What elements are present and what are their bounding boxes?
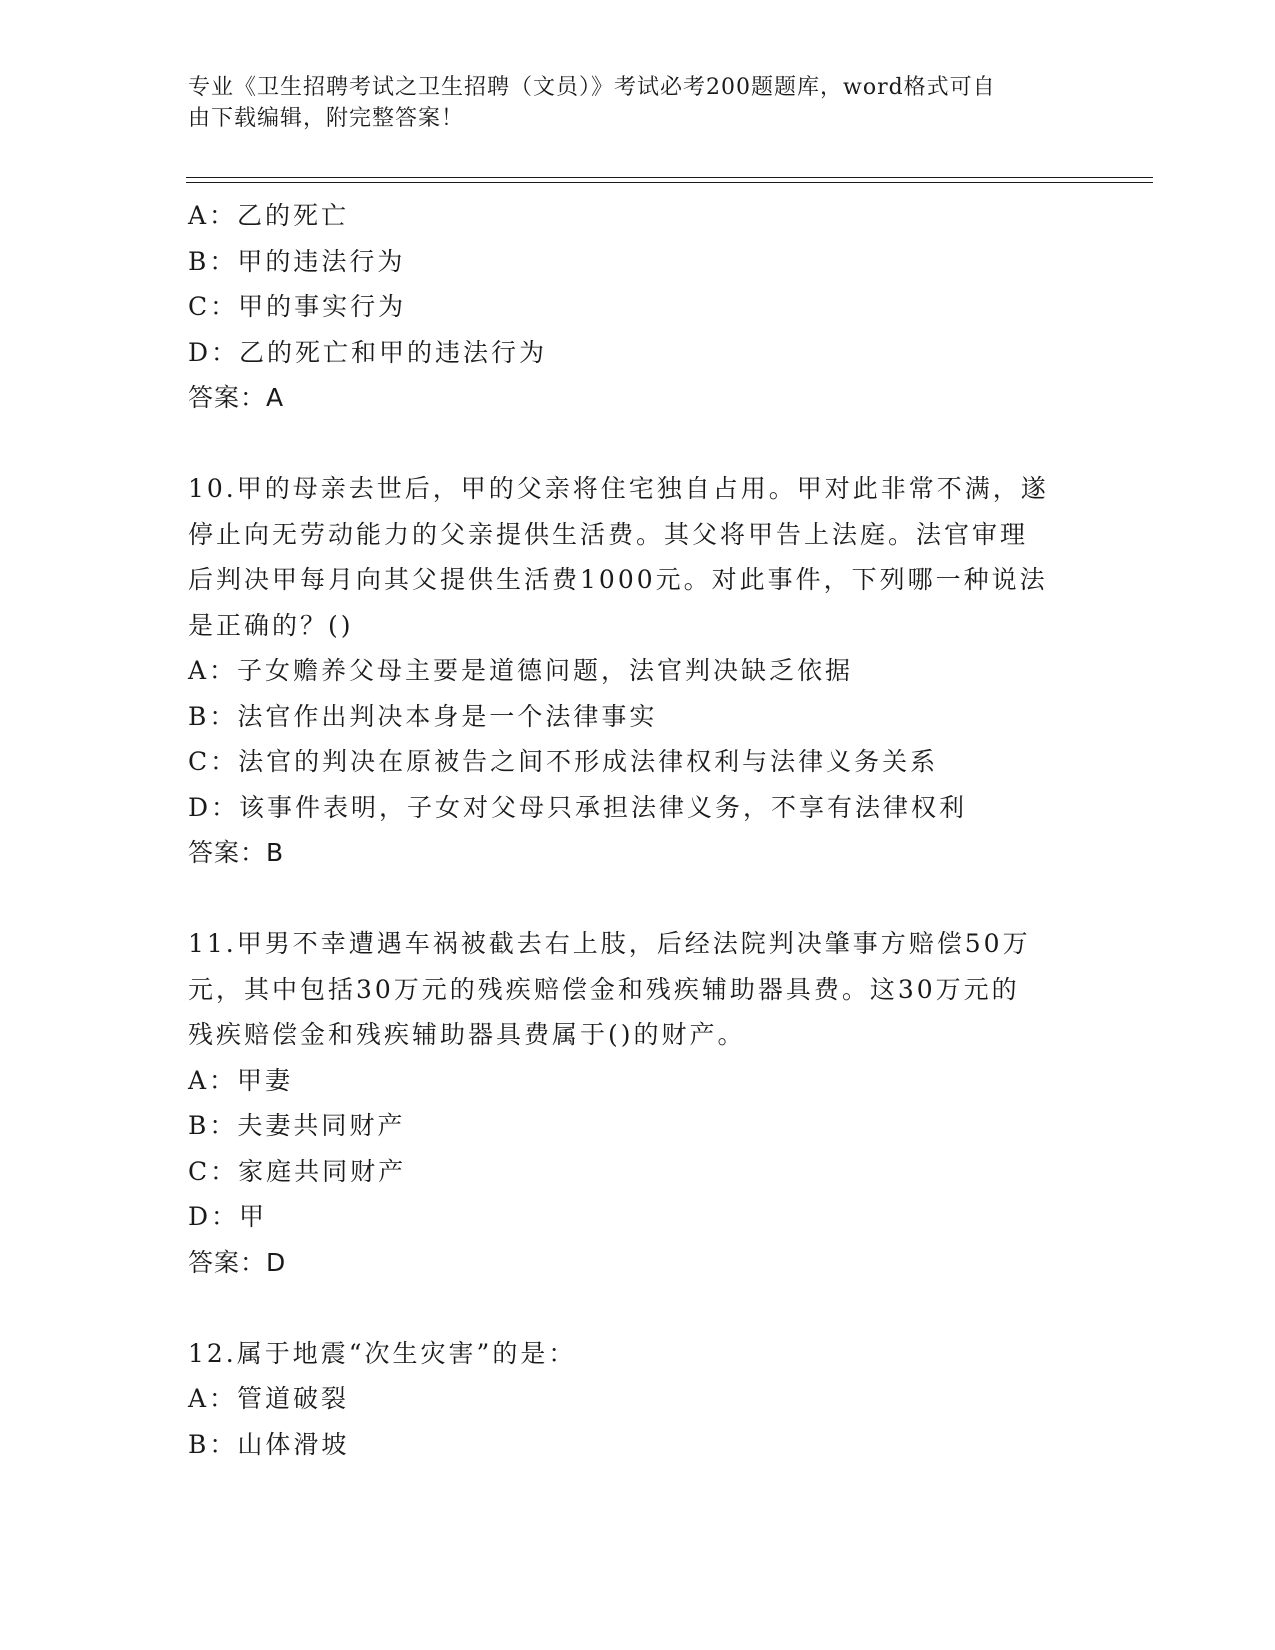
question-text-line: 停止向无劳动能力的父亲提供生活费。其父将甲告上法庭。法官审理 [188, 519, 1029, 549]
question-text-line: 残疾赔偿金和残疾辅助器具费属于()的财产。 [188, 1020, 746, 1049]
question-12 [188, 1331, 1088, 1468]
question-9 [188, 193, 1088, 421]
question-11 [188, 921, 1088, 1285]
question-text [188, 466, 1068, 648]
spacer [188, 876, 1088, 922]
question-text-line: 后判决甲每月向其父提供生活费1000元。对此事件，下列哪一种说法 [188, 565, 1048, 594]
option-b: B：甲的违法行为 [188, 246, 406, 276]
header-line: 由下载编辑，附完整答案！ [188, 106, 465, 131]
option-a: A：甲妻 [188, 1065, 294, 1095]
answer: 答案：D [188, 1247, 287, 1277]
option-d: D：甲 [188, 1202, 268, 1231]
option-a: A：子女赡养父母主要是道德问题，法官判决缺乏依据 [188, 656, 854, 685]
question-text [188, 921, 1068, 1058]
option-b: B：夫妻共同财产 [188, 1111, 406, 1140]
option-b: B：法官作出判决本身是一个法律事实 [188, 701, 658, 731]
document-header [188, 72, 1068, 134]
question-text-line: 元，其中包括30万元的残疾赔偿金和残疾辅助器具费。这30万元的 [188, 974, 1020, 1004]
option-d: D：乙的死亡和甲的违法行为 [188, 337, 548, 367]
question-text-line: 是正确的？() [188, 610, 354, 640]
option-c: C：家庭共同财产 [188, 1156, 407, 1186]
header-divider [186, 182, 1153, 183]
answer: 答案：B [188, 838, 285, 867]
option-c: C：甲的事实行为 [188, 292, 407, 321]
spacer [188, 1285, 1088, 1331]
header-line: 专业《卫生招聘考试之卫生招聘（文员）》考试必考200题题库，word格式可自 [188, 75, 996, 100]
option-c: C：法官的判决在原被告之间不形成法律权利与法律义务关系 [188, 747, 939, 776]
spacer [188, 421, 1088, 467]
option-d: D：该事件表明，子女对父母只承担法律义务，不享有法律权利 [188, 792, 968, 822]
question-text [188, 1331, 1068, 1377]
option-a: A：管道破裂 [188, 1384, 350, 1413]
option-a: A：乙的死亡 [188, 201, 350, 230]
option-b: B：山体滑坡 [188, 1429, 350, 1459]
header-divider [186, 177, 1153, 178]
answer: 答案：A [188, 383, 285, 412]
question-text-line: 10.甲的母亲去世后，甲的父亲将住宅独自占用。甲对此非常不满，遂 [188, 474, 1049, 503]
question-list [188, 193, 1088, 1467]
question-text-line: 12.属于地震“次生灾害”的是： [188, 1338, 577, 1368]
question-text-line: 11.甲男不幸遭遇车祸被截去右上肢，后经法院判决肇事方赔偿50万 [188, 929, 1031, 958]
question-10 [188, 466, 1088, 876]
